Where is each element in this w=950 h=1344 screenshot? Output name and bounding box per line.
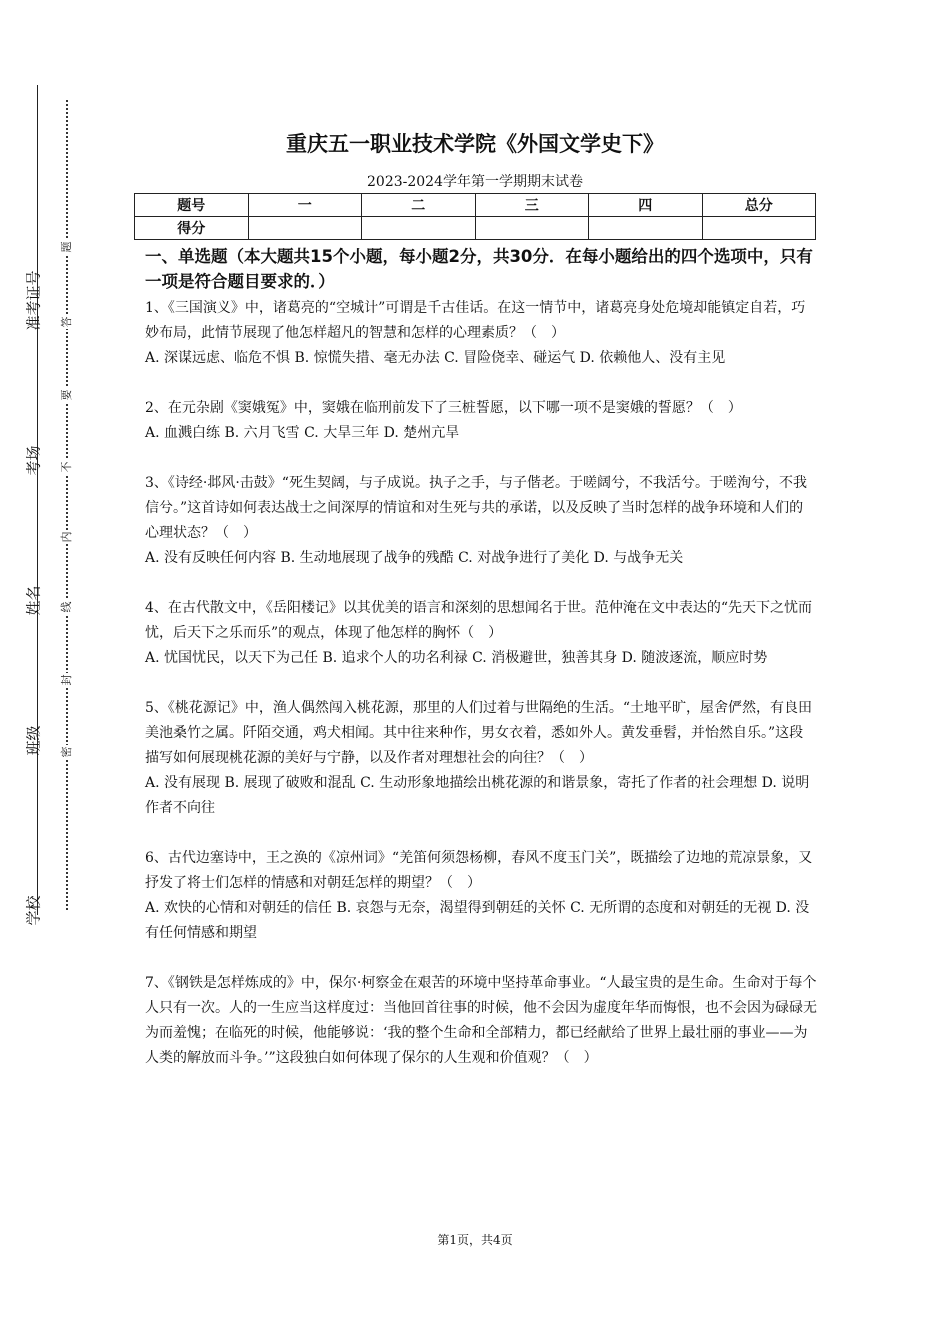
question-item [145, 846, 817, 946]
section-heading: 一、单选题（本大题共15个小题，每小题2分，共30分．在每小题给出的四个选项中，只有一项是符合题目要求的．） [145, 247, 813, 291]
score-header-cell: 题号 [135, 194, 249, 217]
question-stem: 7、《钢铁是怎样炼成的》中，保尔·柯察金在艰苦的环境中坚持革命事业。“人最宝贵的是生命。生命对于每个人只有一次。人的一生应当这样度过：当他回首往事的时候，他不会因为虚度年华而悔恨，也不会因为碌碌无为而羞愧；在临死的时候，他能够说：‘我的整个生命和全部精力，都已经献给了世界上最壮丽的事业——为人类的解放而斗争。’”这段独白如何体现了保尔的人生观和价值观？（ ） [145, 975, 817, 1066]
score-input-cell[interactable] [702, 217, 816, 240]
score-input-cell[interactable] [475, 217, 589, 240]
question-stem: 2、在元杂剧《窦娥冤》中，窦娥在临刑前发下了三桩誓愿，以下哪一项不是窦娥的誓愿？（ ） [145, 400, 742, 416]
page-title: 重庆五一职业技术学院《外国文学史下》 [286, 132, 664, 156]
score-input-cell[interactable] [589, 217, 703, 240]
score-header-cell: 总分 [702, 194, 816, 217]
seal-char: 要 [58, 388, 76, 402]
exam-content [145, 244, 817, 1096]
binding-solid-line [37, 85, 38, 915]
question-options: A. 忧国忧民，以天下为己任 B. 追求个人的功名利禄 C. 消极避世，独善其身 D. 随波逐流，顺应时势 [145, 650, 768, 666]
score-header-cell: 二 [362, 194, 476, 217]
field-school[interactable]: 学校 [24, 894, 43, 926]
question-item [145, 596, 817, 671]
question-options: A. 血溅白练 B. 六月飞雪 C. 大旱三年 D. 楚州亢旱 [145, 425, 460, 441]
question-stem: 1、《三国演义》中，诸葛亮的“空城计”可谓是千古佳话。在这一情节中，诸葛亮身处危境却能镇定自若，巧妙布局，此情节展现了他怎样超凡的智慧和怎样的心理素质？（ ） [145, 300, 806, 341]
score-input-cell[interactable] [362, 217, 476, 240]
score-header-cell: 一 [248, 194, 362, 217]
field-class[interactable]: 班级 [24, 724, 43, 756]
field-name[interactable]: 姓名 [24, 584, 43, 616]
seal-char: 不 [58, 460, 76, 474]
question-item [145, 296, 817, 371]
question-options: A. 没有反映任何内容 B. 生动地展现了战争的残酷 C. 对战争进行了美化 D. 与战争无关 [145, 550, 684, 566]
seal-char: 密 [58, 745, 76, 759]
score-header-cell: 四 [589, 194, 703, 217]
seal-char: 内 [58, 530, 76, 544]
question-item [145, 471, 817, 571]
seal-char: 封 [58, 673, 76, 687]
question-stem: 6、古代边塞诗中，王之涣的《凉州词》“羌笛何须怨杨柳，春风不度玉门关”，既描绘了边地的荒凉景象，又抒发了将士们怎样的情感和对朝廷怎样的期望？（ ） [145, 850, 813, 891]
question-stem: 5、《桃花源记》中，渔人偶然闯入桃花源，那里的人们过着与世隔绝的生活。“土地平旷，屋舍俨然，有良田美池桑竹之属。阡陌交通，鸡犬相闻。其中往来种作，男女衣着，悉如外人。黄发垂髫，并怡然自乐。”这段描写如何展现桃花源的美好与宁静，以及作者对理想社会的向往？（ ） [145, 700, 813, 766]
page-number: 第1页，共4页 [437, 1233, 513, 1247]
seal-char: 题 [58, 240, 76, 254]
exam-subtitle: 2023-2024学年第一学期期末试卷 [367, 174, 583, 190]
field-exam-room[interactable]: 考场 [24, 444, 43, 476]
score-row-label: 得分 [135, 217, 249, 240]
question-item [145, 971, 817, 1071]
question-options: A. 欢快的心情和对朝廷的信任 B. 哀怨与无奈，渴望得到朝廷的关怀 C. 无所谓的态度和对朝廷的无视 D. 没有任何情感和期望 [145, 900, 810, 941]
question-item [145, 396, 817, 446]
score-table-header-row [135, 194, 816, 217]
score-input-cell[interactable] [248, 217, 362, 240]
score-table-score-row [135, 217, 816, 240]
question-options: A. 没有展现 B. 展现了破败和混乱 C. 生动形象地描绘出桃花源的和谐景象，寄托了作者的社会理想 D. 说明作者不向往 [145, 775, 810, 816]
question-stem: 3、《诗经·邶风·击鼓》“死生契阔，与子成说。执子之手，与子偕老。于嗟阔兮，不我活兮。于嗟洵兮，不我信兮。”这首诗如何表达战士之间深厚的情谊和对生死与共的承诺，以及反映了当时怎样的战争环境和人们的心理状态？（ ） [145, 475, 807, 541]
score-header-cell: 三 [475, 194, 589, 217]
score-table [134, 193, 816, 240]
binding-seal-line [66, 100, 68, 910]
field-exam-number[interactable]: 准考证号 [24, 269, 43, 331]
seal-char: 线 [58, 600, 76, 614]
question-item [145, 696, 817, 821]
question-options: A. 深谋远虑、临危不惧 B. 惊慌失措、毫无办法 C. 冒险侥幸、碰运气 D. 依赖他人、没有主见 [145, 350, 726, 366]
seal-char: 答 [58, 315, 76, 329]
question-stem: 4、在古代散文中，《岳阳楼记》以其优美的语言和深刻的思想闻名于世。范仲淹在文中表达的“先天下之忧而忧，后天下之乐而乐”的观点，体现了他怎样的胸怀（ ） [145, 600, 813, 641]
